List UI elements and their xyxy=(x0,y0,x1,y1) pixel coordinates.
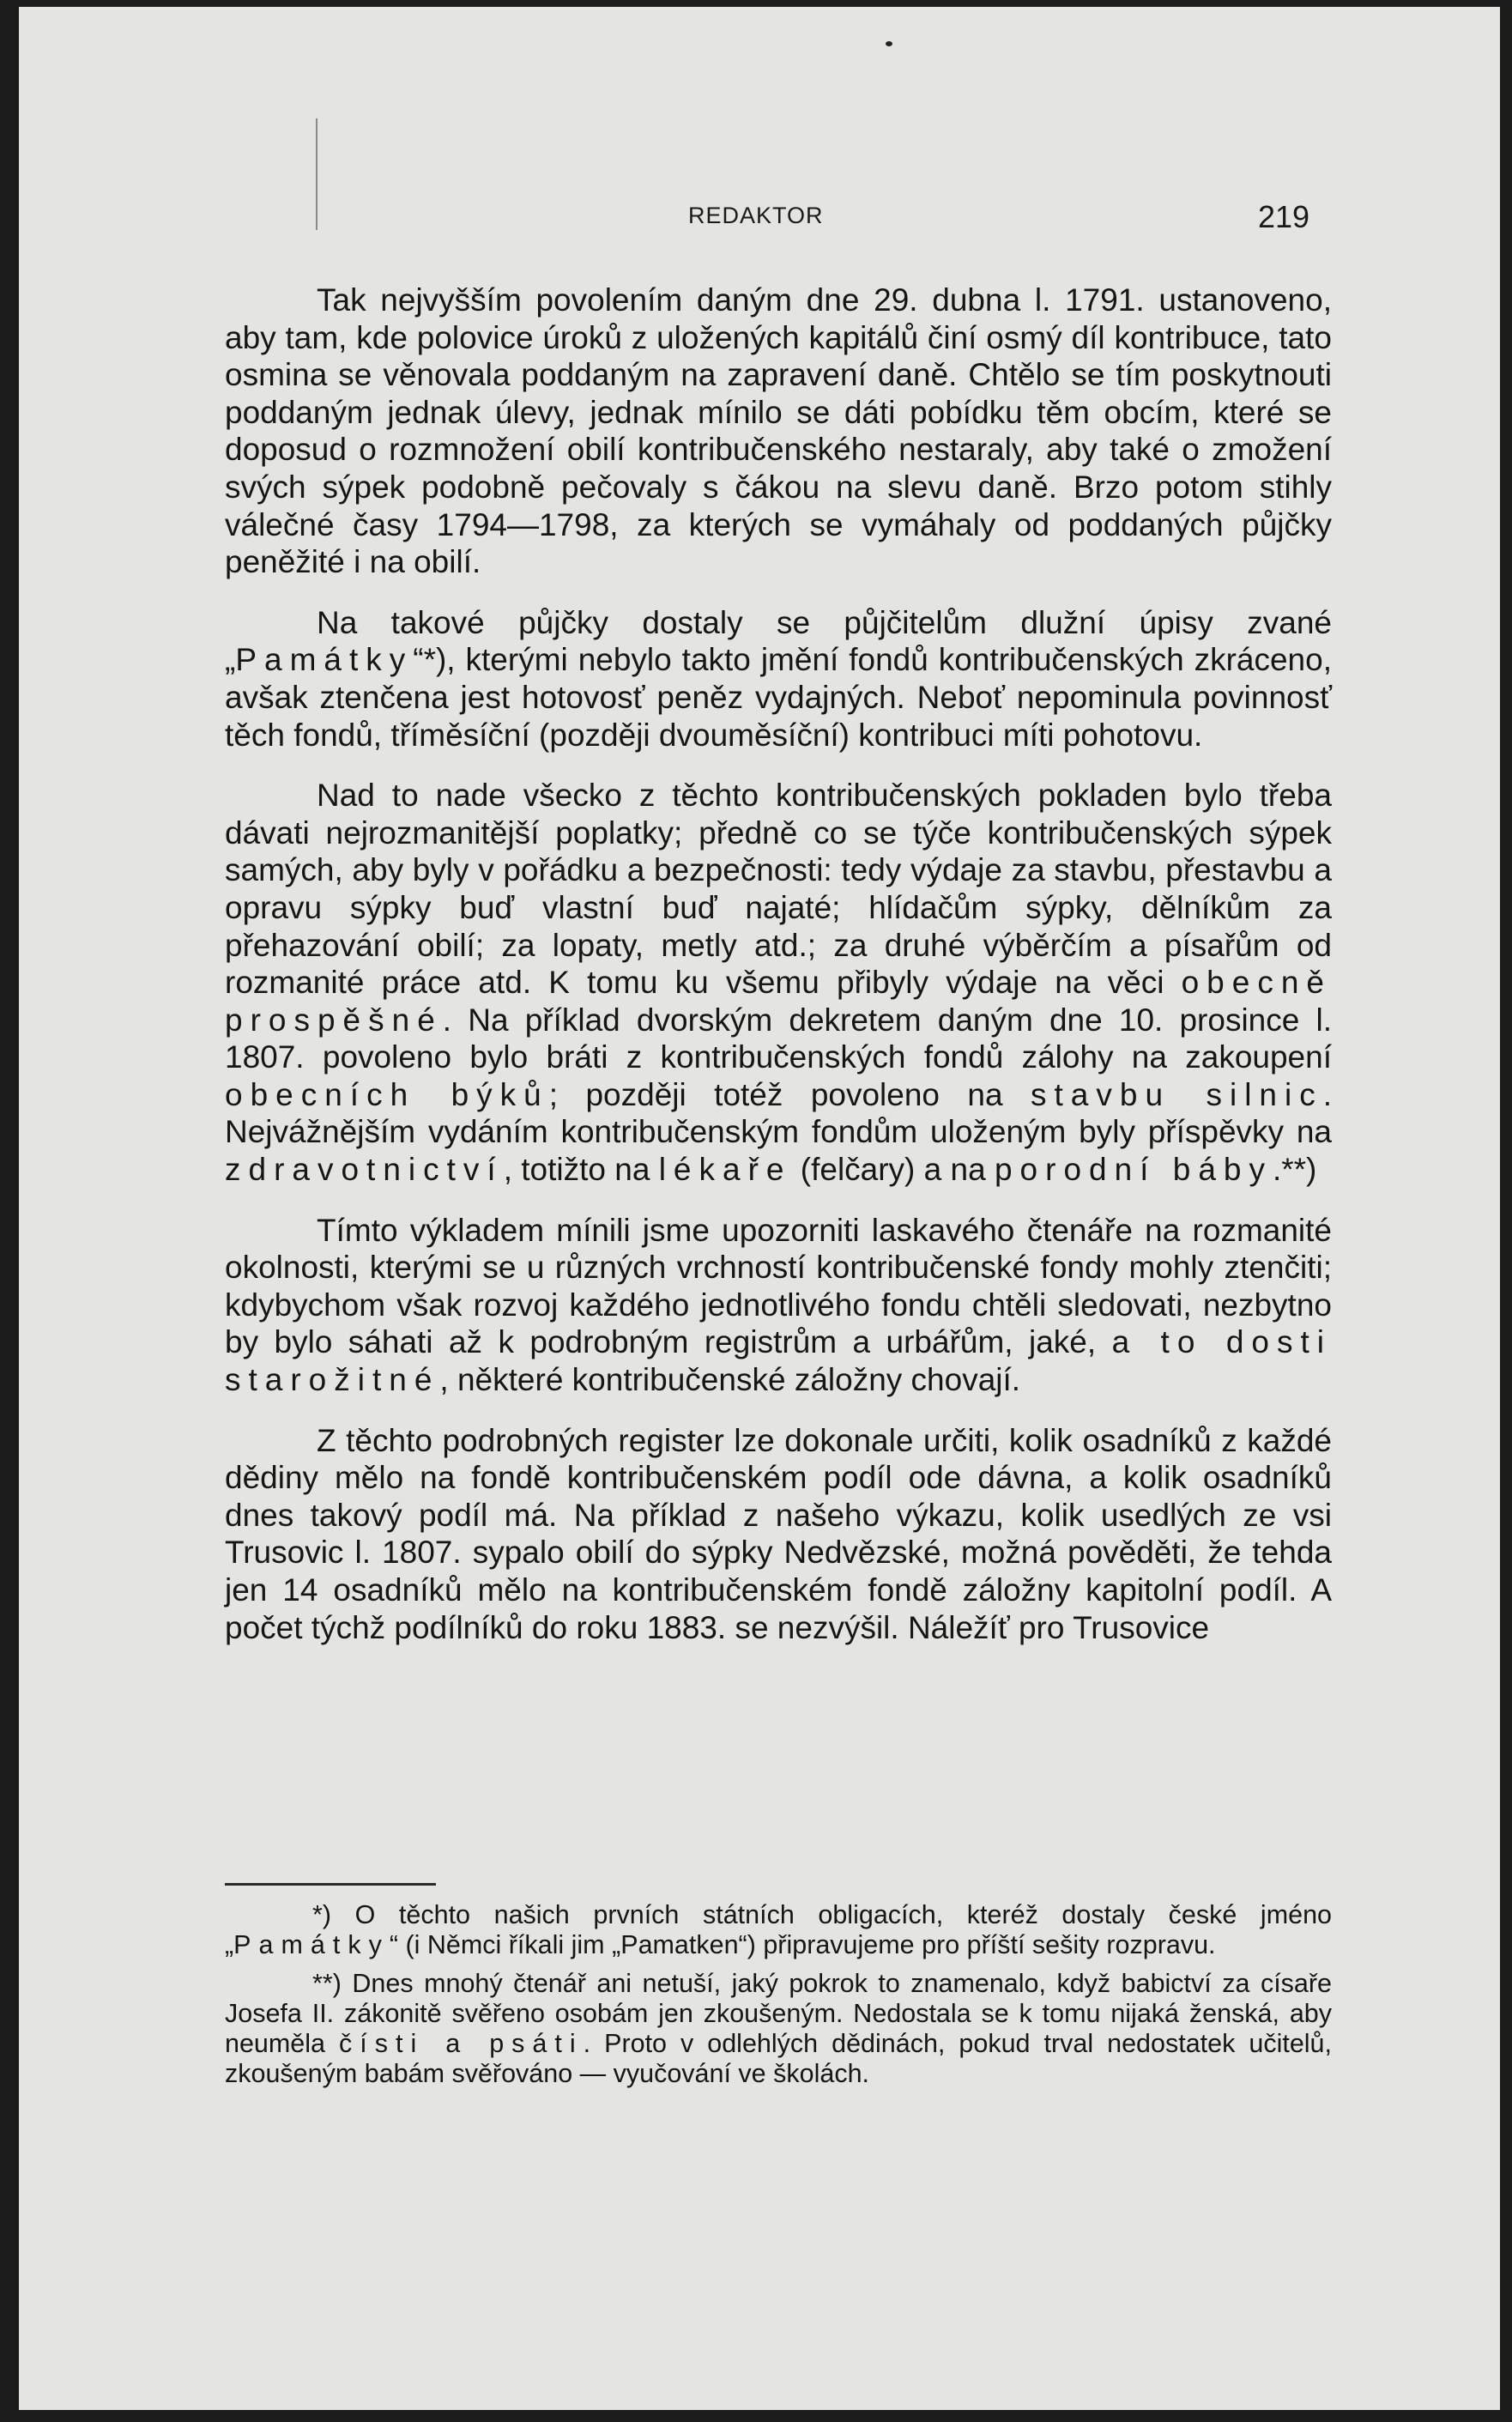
text-run: ; později totéž povoleno na xyxy=(548,1076,1031,1112)
margin-mark xyxy=(316,118,318,230)
text-run: . Proto v odlehlých dědinách, pokud trval nedostatek učitelů, zkoušeným babám svěřováno — vyučování ve školách. xyxy=(225,2029,1332,2088)
text-run: Na takové půjčky dostaly se půjčitelům dlužní úpisy zvané „ xyxy=(225,604,1332,678)
book-page xyxy=(19,7,1500,2410)
paragraph-4 xyxy=(225,1212,1332,1399)
spaced-term: Památky xyxy=(233,1930,390,1959)
spaced-term: porodní báby xyxy=(994,1152,1273,1188)
paragraph-5 xyxy=(225,1422,1332,1647)
paragraph-1 xyxy=(225,282,1332,581)
spaced-term: a to dosti starožitné xyxy=(225,1324,1332,1398)
paragraph-2 xyxy=(225,604,1332,754)
page-number: 219 xyxy=(1258,199,1310,234)
text-run: **) Dnes mnohý čtenář ani netuší, jaký pokrok to znamenalo, když babictví za císaře Josefa II. zákonitě svěřeno osobám jen zkoušeným. Nedostala se k tomu nijaká ženská, aby neuměla xyxy=(225,1969,1332,2058)
text-run: Tak nejvyšším povolením daným dne 29. dubna l. 1791. ustanoveno, aby tam, kde polovice úroků z uložených kapitálů činí osmý díl kontribuce, tato osmina se věnovala poddaným na zapravení daně. Chtělo se tím poskytnouti poddaným jednak úlevy, jednak mínilo se dáti pobídku těm obcím, které se doposud o rozmnožení obilí kontribučenského nestaraly, aby také o zmožení svých sýpek podobně pečovaly s čákou na slevu daně. Brzo potom stihly válečné časy 1794—1798, za kterých se vymáhaly od poddaných půjčky peněžité i na obilí. xyxy=(225,282,1332,580)
paragraph-3 xyxy=(225,777,1332,1189)
spaced-term: obecně prospěšné xyxy=(225,965,1332,1038)
running-title: REDAKTOR xyxy=(688,203,824,228)
spaced-term: obecních býků xyxy=(225,1076,549,1112)
text-run: . Nejvážnějším vydáním kontribučenským fondům uloženým byly příspěvky na xyxy=(225,1076,1332,1150)
ink-speck xyxy=(886,41,892,46)
text-run: (felčary) a na xyxy=(791,1152,995,1188)
spaced-term: lékaře xyxy=(658,1152,792,1188)
text-run: *) O těchto našich prvních státních obligacích, kteréž dostaly české jméno „ xyxy=(225,1900,1332,1959)
spaced-term: zdravotnictví xyxy=(225,1152,504,1188)
spaced-term: čísti a psáti xyxy=(339,2029,584,2058)
spaced-term: stavbu silnic xyxy=(1031,1076,1323,1112)
text-run: Z těchto podrobných register lze dokonale určiti, kolik osadníků z každé dědiny mělo na fondě kontribučenském podíl ode dávna, a kolik osadníků dnes takový podíl má. Na příklad z našeho výkazu, kolik usedlých ze vsi Trusovic l. 1807. sypalo obilí do sýpky Nedvězské, možná pověděti, že tehda jen 14 osadníků mělo na kontribučenském fondě záložny kapitolní podíl. A počet týchž podílníků do roku 1883. se nezvýšil. Náležíť pro Trusovice xyxy=(225,1422,1332,1645)
text-run: “ (i Němci říkali jim „Pamatken“) připravujeme pro příští sešity rozpravu. xyxy=(389,1930,1216,1959)
footnote-divider xyxy=(225,1883,436,1886)
main-text xyxy=(225,282,1332,1669)
text-run: . Na příklad dvorským dekretem daným dne 10. prosince l. 1807. povoleno bylo bráti z kontribučenských fondů zálohy na zakoupení xyxy=(225,1002,1332,1075)
text-run: .**) xyxy=(1272,1152,1317,1188)
footnotes xyxy=(225,1900,1332,2098)
text-run: , některé kontribučenské záložny chovají. xyxy=(439,1362,1021,1398)
text-run: Tímto výkladem mínili jsme upozorniti laskavého čtenáře na rozmanité okolnosti, kterými se u různých vrchností kontribučenské fondy mohly ztenčiti; kdybychom však rozvoj každého jednotlivého fondu chtěli sledovati, nezbytno by bylo sáhati až k podrobným registrům a urbářům, jaké, xyxy=(225,1212,1332,1360)
text-run: “*), kterými nebylo takto jmění fondů kontribučenských zkráceno, avšak ztenčena jest hotovosť peněz vydajných. Neboť nepominula povinnosť těch fondů, tříměsíční (později dvouměsíční) kontribuci míti pohotovu. xyxy=(225,642,1332,753)
footnote-1 xyxy=(225,1900,1332,1960)
footnote-2 xyxy=(225,1969,1332,2089)
text-run: , totižto na xyxy=(503,1152,659,1188)
spaced-term: Památky xyxy=(235,642,414,678)
text-run: Nad to nade všecko z těchto kontribučenských pokladen bylo třeba dávati nejrozmanitější poplatky; předně co se týče kontribučenských sýpek samých, aby byly v pořádku a bezpečnosti: tedy výdaje za stavbu, přestavbu a opravu sýpky buď vlastní buď najaté; hlídačům sýpky, dělníkům za přehazování obilí; za lopaty, metly atd.; za druhé výběrčím a písařům od rozmanité práce atd. K tomu ku všemu přibyly výdaje na věci xyxy=(225,778,1332,1001)
